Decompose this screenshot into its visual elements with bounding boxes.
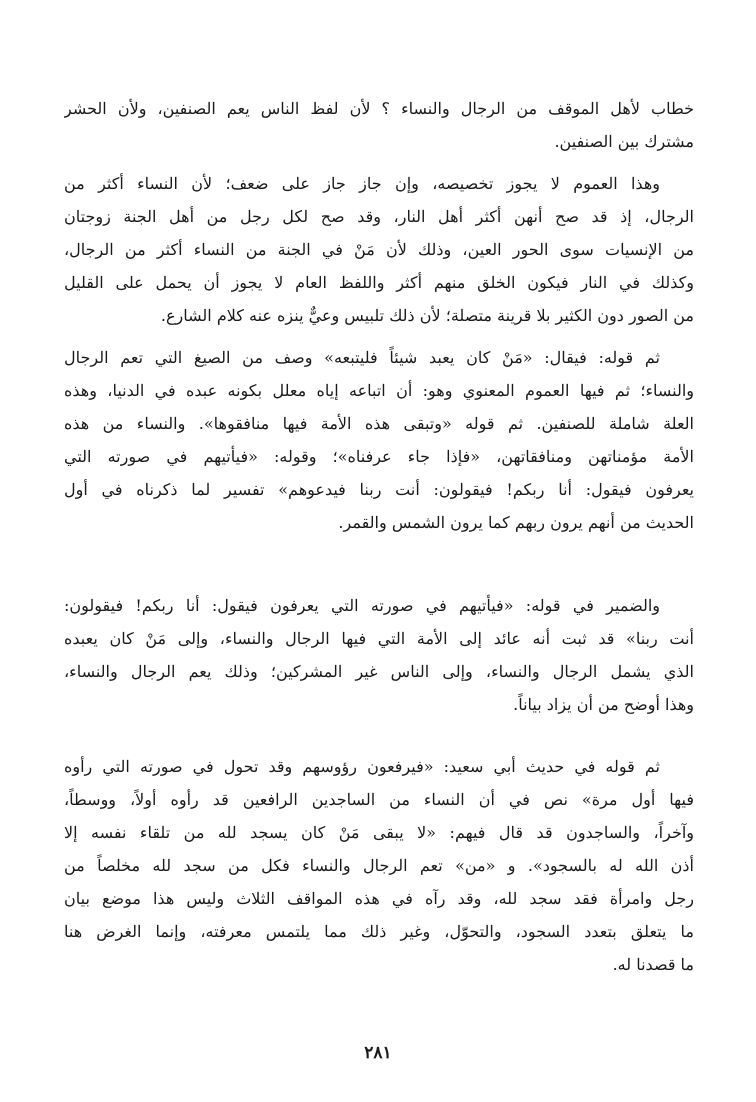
text-line: ما قصدنا له.: [612, 955, 694, 974]
text-line: وكذلك في النار فيكون الخلق منهم أكثر واللفظ العام لا يجوز أن يحمل على القليل: [64, 273, 694, 292]
text-line: والنساء؛ ثم فيها العموم المعنوي وهو: أن اتباعه إياه معلل بكونه عبده في الدنيا، وهذه: [64, 381, 694, 400]
text-line: الرجال، إذ قد صح أنهن أكثر أهل النار، وقد صح لكل رجل من أهل الجنة زوجتان: [64, 207, 694, 226]
text-line: وهذا العموم لا يجوز تخصيصه، وإن جاز جاز على ضعف؛ لأن النساء أكثر من: [64, 174, 660, 193]
text-line: ما يتعلق بتعدد السجود، والتحوّل، وغير ذلك مما يلتمس معرفته، وإنما الغرض هنا: [64, 922, 694, 941]
text-line: أنت ربنا» قد ثبت أنه عائد إلى الأمة التي فيها الرجال والنساء، وإلى مَنْ كان يعبده: [64, 629, 694, 648]
text-line: ثم قوله: فيقال: «مَنْ كان يعبد شيئاً فليتبعه» وصف من الصيغ التي تعم الرجال: [64, 348, 660, 367]
paragraph-1: [64, 92, 694, 158]
text-line: الذي يشمل الرجال والنساء، وإلى الناس غير المشركين؛ وذلك يعم الرجال والنساء،: [64, 662, 694, 681]
paragraph-5: [64, 750, 694, 981]
text-line: أذن الله له بالسجود». و «من» تعم الرجال والنساء فكل من سجد لله مخلصاً من: [64, 856, 694, 875]
text-line: والضمير في قوله: «فيأتيهم في صورته التي يعرفون فيقول: أنا ربكم! فيقولون:: [64, 596, 660, 615]
text-line: العلة شاملة للصنفين. ثم قوله «وتبقى هذه الأمة فيها منافقوها». والنساء من هذه: [64, 414, 694, 433]
text-line: يعرفون فيقول: أنا ربكم! فيقولون: أنت ربنا فيدعوهم» تفسير لما ذكرناه في أول: [64, 480, 694, 499]
text-line: مشترك بين الصنفين.: [554, 132, 694, 151]
page-number: ٢٨١: [364, 1043, 392, 1063]
text-line: وهذا أوضح من أن يزاد بياناً.: [513, 695, 694, 714]
text-line: فيها أول مرة» نص في أن النساء من الساجدين الرافعين قد رأوه أولاً، ووسطاً،: [64, 790, 694, 809]
text-line: خطاب لأهل الموقف من الرجال والنساء ؟ لأن لفظ الناس يعم الصنفين، ولأن الحشر: [64, 99, 694, 118]
paragraph-4: [64, 589, 694, 721]
text-line: الأمة مؤمناتهن ومنافقاتهن، «فإذا جاء عرفناه»؛ وقوله: «فيأتيهم في صورته التي: [64, 447, 694, 466]
text-line: رجل وامرأة فقد سجد لله، وقد رآه في هذه المواقف الثلاث وليس هذا موضع بيان: [64, 889, 694, 908]
text-line: من الصور دون الكثير بلا قرينة متصلة؛ لأن ذلك تلبيس وعيٌّ ينزه عنه كلام الشارع.: [160, 306, 694, 325]
text-line: من الإنسيات سوى الحور العين، وذلك لأن مَنْ في الجنة من النساء أكثر من الرجال،: [64, 240, 694, 259]
text-line: الحديث من أنهم يرون ربهم كما يرون الشمس والقمر.: [338, 513, 694, 532]
text-line: ثم قوله في حديث أبي سعيد: «فيرفعون رؤوسهم وقد تحول في صورته التي رأوه: [64, 757, 661, 776]
paragraph-3: [64, 341, 694, 539]
text-line: وآخراً، والساجدون قد قال فيهم: «لا يبقى مَنْ كان يسجد لله من تلقاء نفسه إلا: [64, 823, 694, 842]
paragraph-2: [64, 167, 694, 332]
